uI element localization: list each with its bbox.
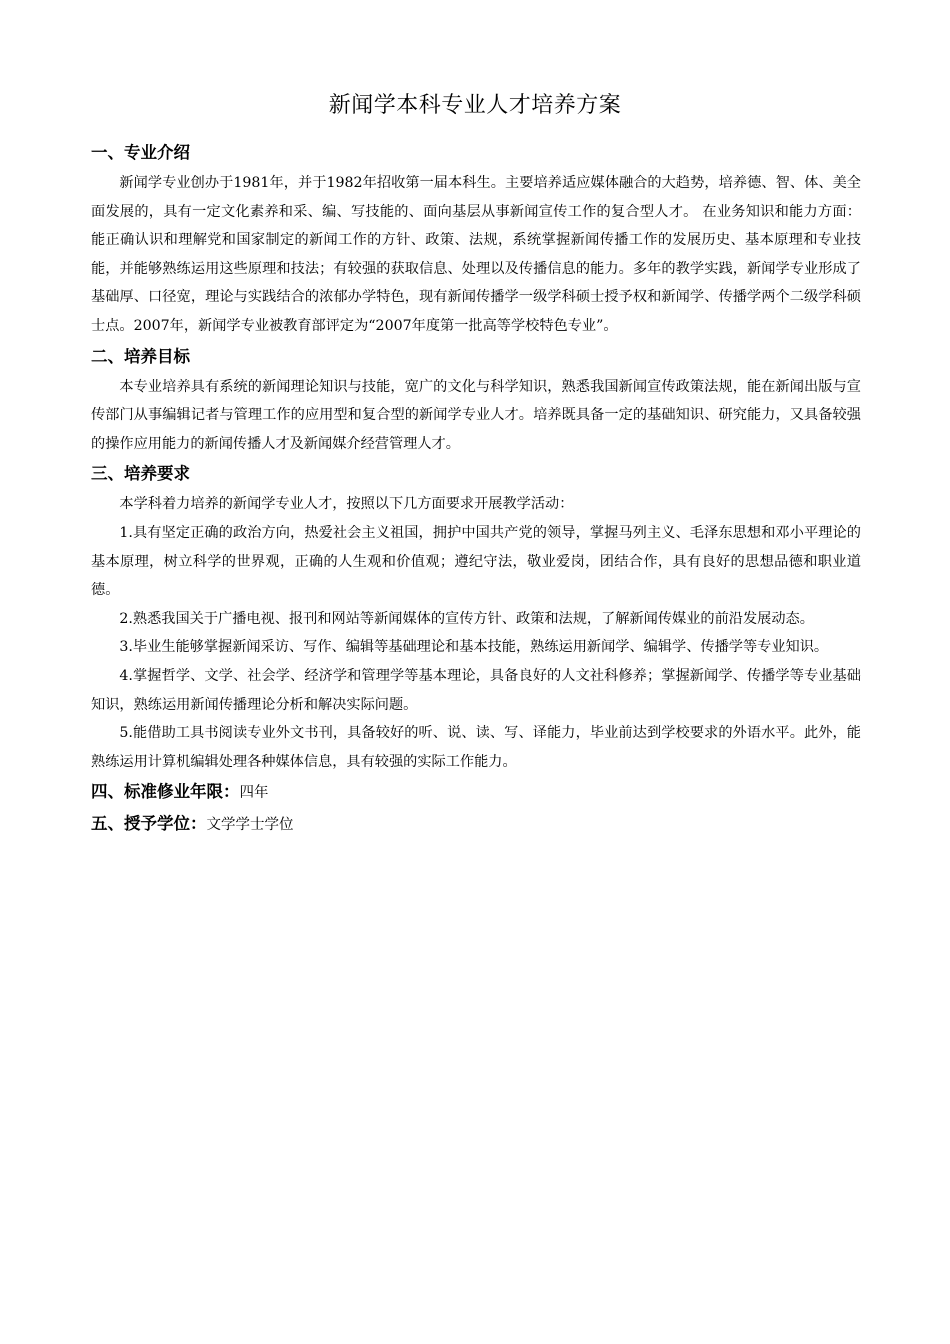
document-title: 新闻学本科专业人才培养方案 [328,93,622,118]
document-body [91,137,861,840]
requirement-item-3: 3.毕业生能够掌握新闻采访、写作、编辑等基础理论和基本技能，熟练运用新闻学、编辑学、传播学等专业知识。 [119,639,829,656]
section-heading-requirements: 三、培养要求 [91,464,190,484]
requirement-item-5: 5.能借助工具书阅读专业外文书刊，具备较好的听、说、读、写、译能力，毕业前达到学校要求的外语水平。此外，能熟练运用计算机编辑处理各种媒体信息，具有较强的实际工作能力。 [91,725,861,770]
degree-value: 文学学士学位 [206,817,294,834]
intro-paragraph: 新闻学专业创办于1981年，并于1982年招收第一届本科生。主要培养适应媒体融合的大趋势，培养德、智、体、美全面发展的，具有一定文化素养和采、编、写技能的、面向基层从事新闻宣传工作的复合型人才。 在业务知识和能力方面：能正确认识和理解党和国家制定的新闻工作的方针、政策、法规，系统掌握新闻传播工作的发展历史、基本原理和专业技能，并能够熟练运用这些原理和技法；有较强的获取信息、处理以及传播信息的能力。多年的教学实践，新闻学专业形成了基础厚、口径宽，理论与实践结合的浓郁办学特色，现有新闻传播学一级学科硕士授予权和新闻学、传播学两个二级学科硕士点。2007年，新闻学专业被教育部评定为“2007年度第一批高等学校特色专业”。 [91,175,861,334]
section-heading-intro: 一、专业介绍 [91,143,190,162]
section-degree [91,808,861,840]
degree-label: 五、授予学位： [91,814,207,834]
section-duration [91,776,861,808]
duration-label: 四、标准修业年限： [91,782,240,802]
requirement-item-4: 4.掌握哲学、文学、社会学、经济学和管理学等基本理论，具备良好的人文社科修养；掌握新闻学、传播学等专业基础知识，熟练运用新闻传播理论分析和解决实际问题。 [91,667,861,713]
requirement-item-1: 1.具有坚定正确的政治方向，热爱社会主义祖国，拥护中国共产党的领导，掌握马列主义、毛泽东思想和邓小平理论的基本原理，树立科学的世界观，正确的人生观和价值观；遵纪守法，敬业爱岗，团结合作，具有良好的思想品德和职业道德。 [91,524,861,599]
duration-value: 四年 [239,785,269,802]
requirements-intro: 本学科着力培养的新闻学专业人才，按照以下几方面要求开展教学活动： [119,496,574,513]
section-heading-goals: 二、培养目标 [91,346,190,366]
goals-paragraph: 本专业培养具有系统的新闻理论知识与技能，宽广的文化与科学知识，熟悉我国新闻宣传政策法规，能在新闻出版与宣传部门从事编辑记者与管理工作的应用型和复合型的新闻学专业人才。培养既具备一定的基础知识、研究能力，又具备较强的操作应用能力的新闻传播人才及新闻媒介经营管理人才。 [91,378,861,452]
requirement-item-2: 2.熟悉我国关于广播电视、报刊和网站等新闻媒体的宣传方针、政策和法规，了解新闻传媒业的前沿发展动态。 [119,610,814,627]
